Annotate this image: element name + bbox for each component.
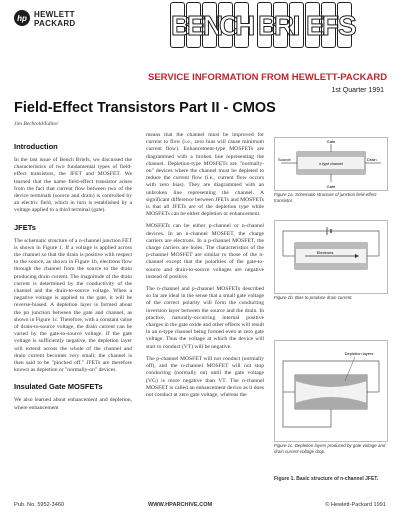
paragraph: means that the channel must be improved for current to flow (i.e., zero bias will cause minimum current flow). Enhancement-type MOSFETs are diagrammed with a broken line representing the channel. Depletion-type MOSFETs are "normally-on" devices where the channel must be depleted to reduce the current flow (i.e., current flow occurs with zero bias). They are diagrammed with an unbroken line representing the channel. A significant difference between JFETs and MOSFETs is that all JFETs are of the depletion type while MOSFETs can be either depletion or enhancement. (146, 132, 264, 218)
issue-date: 1st Quarter 1991 (331, 87, 384, 94)
wordmark-letter: C (218, 2, 233, 48)
brand-line1: HEWLETT (34, 10, 75, 19)
wordmark-letter: S (337, 2, 352, 48)
brand-name (34, 10, 76, 28)
wordmark-letter: E (186, 2, 201, 48)
figure-1b (274, 220, 388, 294)
figure-1c (274, 340, 388, 442)
electrons-label: Electrons (316, 250, 334, 255)
footer-website: WWW.HPARCHIVE.COM (148, 502, 213, 508)
masthead-subtitle: SERVICE INFORMATION FROM HEWLETT-PACKARD (148, 72, 388, 83)
figure-1c-diagram (275, 341, 387, 441)
wordmark-letter: I (289, 2, 304, 48)
paragraph: The n-channel and p-channel MOSFETs described so far are ideal in the sense that a small gate voltage of the correct polarity will form the conducting inversion layer between the source and the drain. In practice, naturally-occurring internal positive charges in the gate oxide and other effects will result in an n-type channel being formed even at zero gate voltage. Thus the voltage at which the device will start to conduct (VT) will be negative. (146, 286, 264, 350)
depletion-label: Depletion layers (344, 351, 374, 356)
hp-logo: hp (14, 10, 30, 26)
wordmark-letter: H (234, 2, 249, 48)
source-label: Source (278, 157, 291, 162)
wordmark-letter: F (321, 2, 336, 48)
wordmark-letter (250, 2, 256, 48)
caption-figure-1c: Figure 1c. Depletion layers produced by gate voltage and drain current voltage drop. (274, 443, 386, 454)
gate-label: Gate (326, 139, 336, 144)
wordmark-letter: B (170, 2, 185, 48)
paragraph: MOSFETs can be either p-channel or n-channel devices. In an n-channel MOSFET, the charge carriers are electrons. In a p-channel MOSFET, the charge carriers are holes. The characteristics of the p-channel MOSFET are similar to those of the n-channel except that the polarities of the gate-to-source and drain-to-source voltages are negative instead of positive. (146, 223, 264, 280)
paragraph: The schematic structure of a n-channel junction FET is shown in Figure 1. If a voltage is applied across the channel so that the drain is positive with respect to the source, as shown in Figure 1b, electrons flow through the channel from the source to the drain producing drain current. The magnitude of the drain current is determined by the conductivity of the channel and the drain-to-source voltage. When a negative voltage is applied to the gate, it will be reverse-biased. A depletion layer is formed about the pn junction between the gate and channel, as shown in Figure 1c. Therefore, with a constant value of drain-to-source voltage, the drain current can be varied by the gate-to-source voltage. If the gate voltage is sufficiently negative, the depletion layer will extend across the whole of the channel and drain current becomes very small; the channel is then said to be "pinched off." JFETs are therefore known as depletion or "normally-on" devices. (14, 237, 132, 374)
figure-1a-diagram (275, 138, 387, 190)
drain-label: Drain (367, 157, 377, 162)
publication-number: Pub. No. 5952-3460 (14, 502, 65, 508)
caption-figure-1b: Figure 1b. Bias to produce drain current. (274, 295, 353, 300)
gate-region-top (295, 243, 367, 249)
heading-introduction: Introduction (14, 142, 58, 151)
article-author: Jim Bechtold/Editor (14, 121, 59, 127)
wordmark-letter: R (273, 2, 288, 48)
gate-region-bottom (295, 263, 367, 269)
caption-figure-1a: Figure 1a. Schematic structure of junction field-effect transistor. (274, 192, 377, 203)
article-title: Field-Effect Transistors Part II - CMOS (14, 100, 276, 116)
gate-region-top (297, 152, 365, 157)
paragraph: The p-channel MOSFET will not conduct (normally off), and the n-channel MOSFET will not stop conducting (normally on) until the gate voltage (VG) is more negative than VT. The n-channel MOSFET is called an enhancement device as it does not conduct at zero gate voltage, whereas the (146, 355, 264, 398)
paragraph: We also learned about enhancement and depletion, where enhancement (14, 397, 132, 411)
gate-label: Gate (326, 184, 336, 189)
wordmark-letter: E (305, 2, 320, 48)
heading-insulated-gate-mosfets: Insulated Gate MOSFETs (14, 382, 103, 392)
gate-region-bottom (297, 169, 365, 174)
copyright: © Hewlett-Packard 1991 (325, 502, 386, 508)
heading-jfets: JFETs (14, 222, 36, 232)
article-column-1 (14, 134, 132, 417)
wordmark-letter: B (257, 2, 272, 48)
figure-1a (274, 137, 388, 191)
article-column-2 (146, 132, 264, 404)
figure-1b-diagram (275, 221, 387, 293)
wordmark-letter: N (202, 2, 217, 48)
brand-line2: PACKARD (34, 19, 76, 28)
caption-figure-1: Figure 1. Basic structure of n-channel JFET. (274, 476, 379, 482)
paragraph: In the last issue of Bench Briefs, we discussed the characteristics of two fundamental types of field-effect transistors, the JFET and MOSFET. We learned that the name field-effect transistor arises from the fact that current flow between two of the device terminals (source and drain) is controlled by an electric field, which in turn is established by a voltage applied to a third terminal (gate). (14, 157, 132, 214)
bench-briefs-wordmark (170, 2, 390, 50)
channel-label: n-type channel (319, 162, 343, 166)
